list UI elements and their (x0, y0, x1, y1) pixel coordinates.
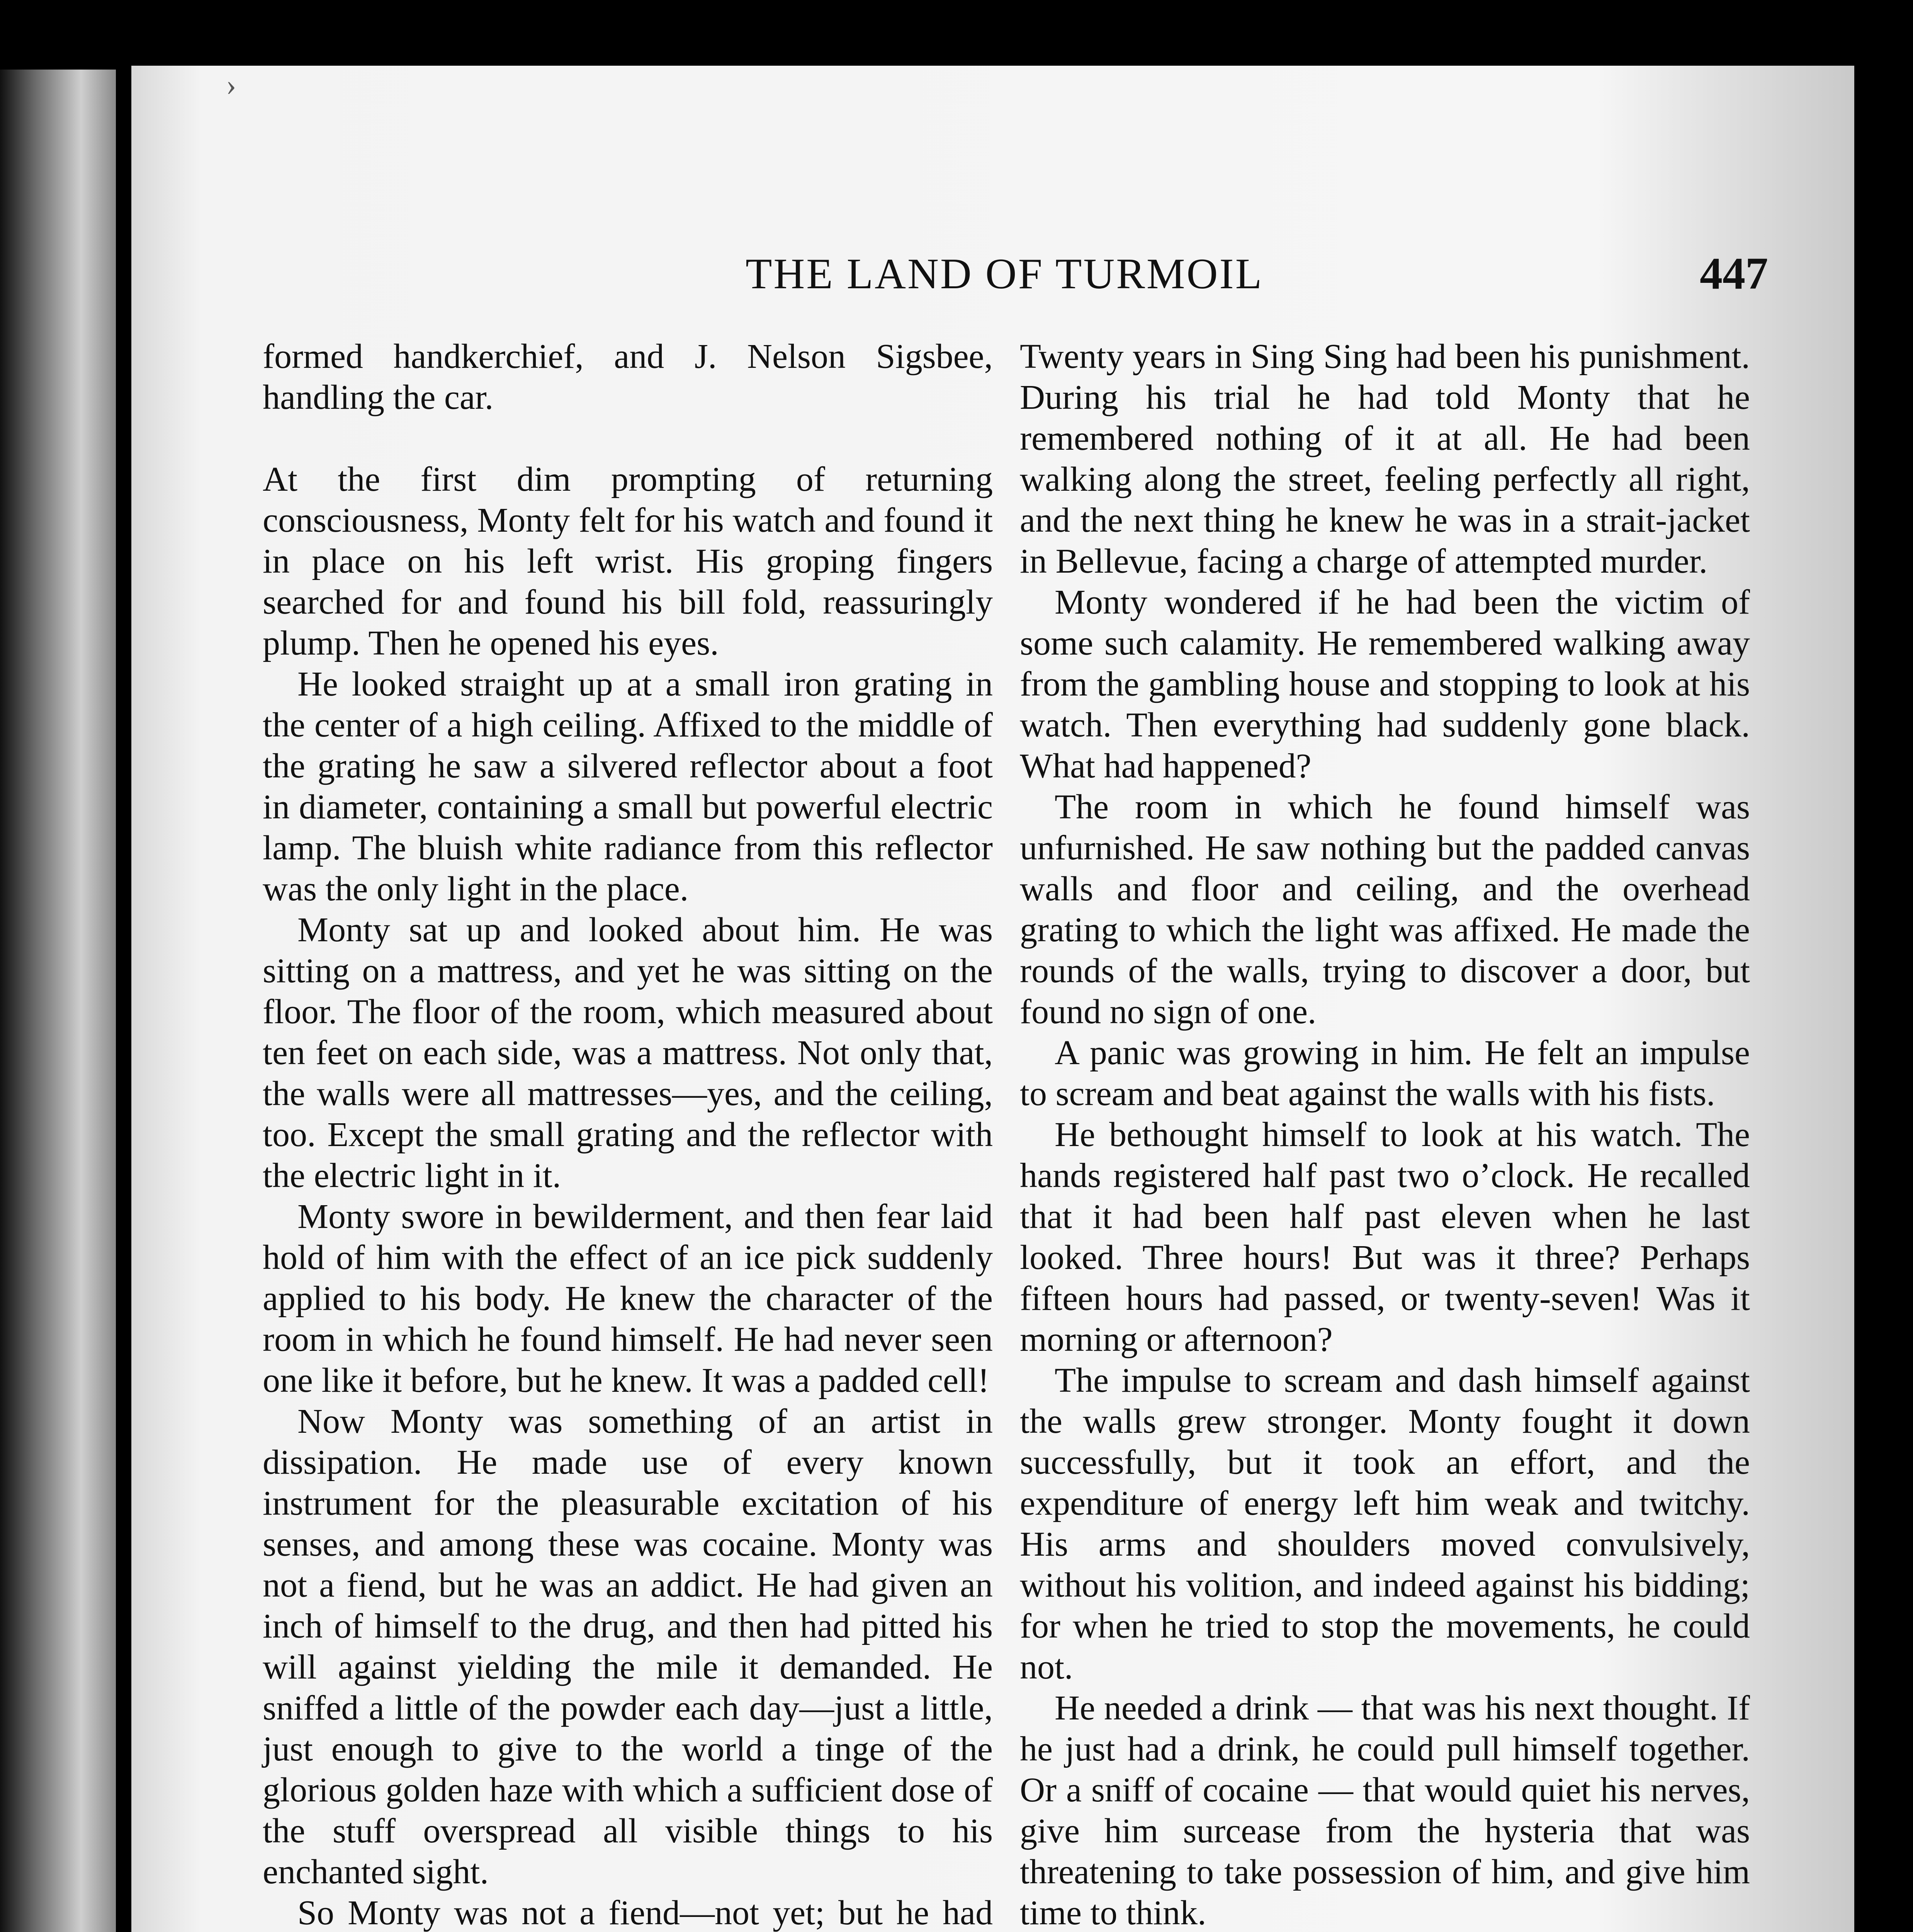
page-number: 447 (1700, 248, 1768, 299)
paragraph: formed handkerchief, and J. Nelson Sigsbee, handling the car. (263, 337, 993, 417)
paragraph: Monty sat up and looked about him. He was sitting on a mattress, and yet he was sitting on the floor. The floor of the room, which measured about ten feet on each side, was a mattress. Not only that, the walls were all mattresses—yes, and the ceiling, too. Except the small grating and the reflector with the electric light in it. (263, 911, 993, 1195)
paragraph: Now Monty was something of an artist in dissipation. He made use of every known instrument for the pleasurable excitation of his senses, and among these was cocaine. Monty was not a fiend, but he was an addict. He had given an inch of himself to the drug, and then had pitted his will against yielding the mile it demanded. He sniffed a little of the powder each day—just a little, just enough to give to the world a tinge of the glorious golden haze with which a sufficient dose of the stuff overspread all visible things to his enchanted sight. (263, 1402, 993, 1891)
left-text-column (263, 336, 993, 1932)
paragraph: He bethought himself to look at his watch. The hands registered half past two o’clock. He recalled that it had been half past eleven when he last looked. Three hours! But was it three? Perhaps fifteen hours had passed, or twenty-seven! Was it morning or afternoon? (1020, 1116, 1750, 1359)
paragraph: He looked straight up at a small iron grating in the center of a high ceiling. Affixed to the middle of the grating he saw a silvered reflector about a foot in diameter, containing a small but powerful electric lamp. The bluish white radiance from this reflector was the only light in the place. (263, 665, 993, 908)
paragraph: The impulse to scream and dash himself against the walls grew stronger. Monty fought it down successfully, but it took an effort, and the expenditure of energy left him weak and twitchy. His arms and shoulders moved convulsively, without his volition, and indeed against his bidding; for when he tried to stop the movements, he could not. (1020, 1361, 1750, 1686)
paragraph: Monty swore in bewilderment, and then fear laid hold of him with the effect of an ice pick suddenly applied to his body. He knew the character of the room in which he found himself. He had never seen one like it before, but he knew. It was a padded cell! (263, 1197, 993, 1400)
paragraph: Monty wondered if he had been the victim of some such calamity. He remembered walking away from the gambling house and stopping to look at his watch. Then everything had suddenly gone black. What had happened? (1020, 583, 1750, 785)
paragraph: So Monty was not a fiend—not yet; but he had (297, 1894, 993, 1932)
right-text-column (1020, 336, 1750, 1932)
paragraph: Twenty years in Sing Sing had been his punishment. During his trial he had told Monty that he remembered nothing of it at all. He had been walking along the street, feeling perfectly all right, and the next thing he knew he was in a strait-jacket in Bellevue, facing a charge of attempted murder. (1020, 337, 1750, 580)
adjacent-page-edge (0, 70, 116, 1932)
paragraph: At the first dim prompting of returning consciousness, Monty felt for his watch and found it in place on his left wrist. His groping fingers searched for and found his bill fold, reassuringly plump. Then he opened his eyes. (263, 460, 993, 662)
paragraph: He needed a drink — that was his next thought. If he just had a drink, he could pull himself together. Or a sniff of cocaine — that would quiet his nerves, give him surcease from the hysteria that was threatening to take possession of him, and give him time to think. (1020, 1689, 1750, 1932)
paragraph: The room in which he found himself was unfurnished. He saw nothing but the padded canvas walls and floor and ceiling, and the overhead grating to which the light was affixed. He made the rounds of the walls, trying to discover a door, but found no sign of one. (1020, 788, 1750, 1031)
paragraph: A panic was growing in him. He felt an impulse to scream and beat against the walls with his fists. (1020, 1034, 1750, 1113)
margin-mark: › (226, 68, 236, 102)
running-head: THE LAND OF TURMOIL (746, 250, 1264, 298)
